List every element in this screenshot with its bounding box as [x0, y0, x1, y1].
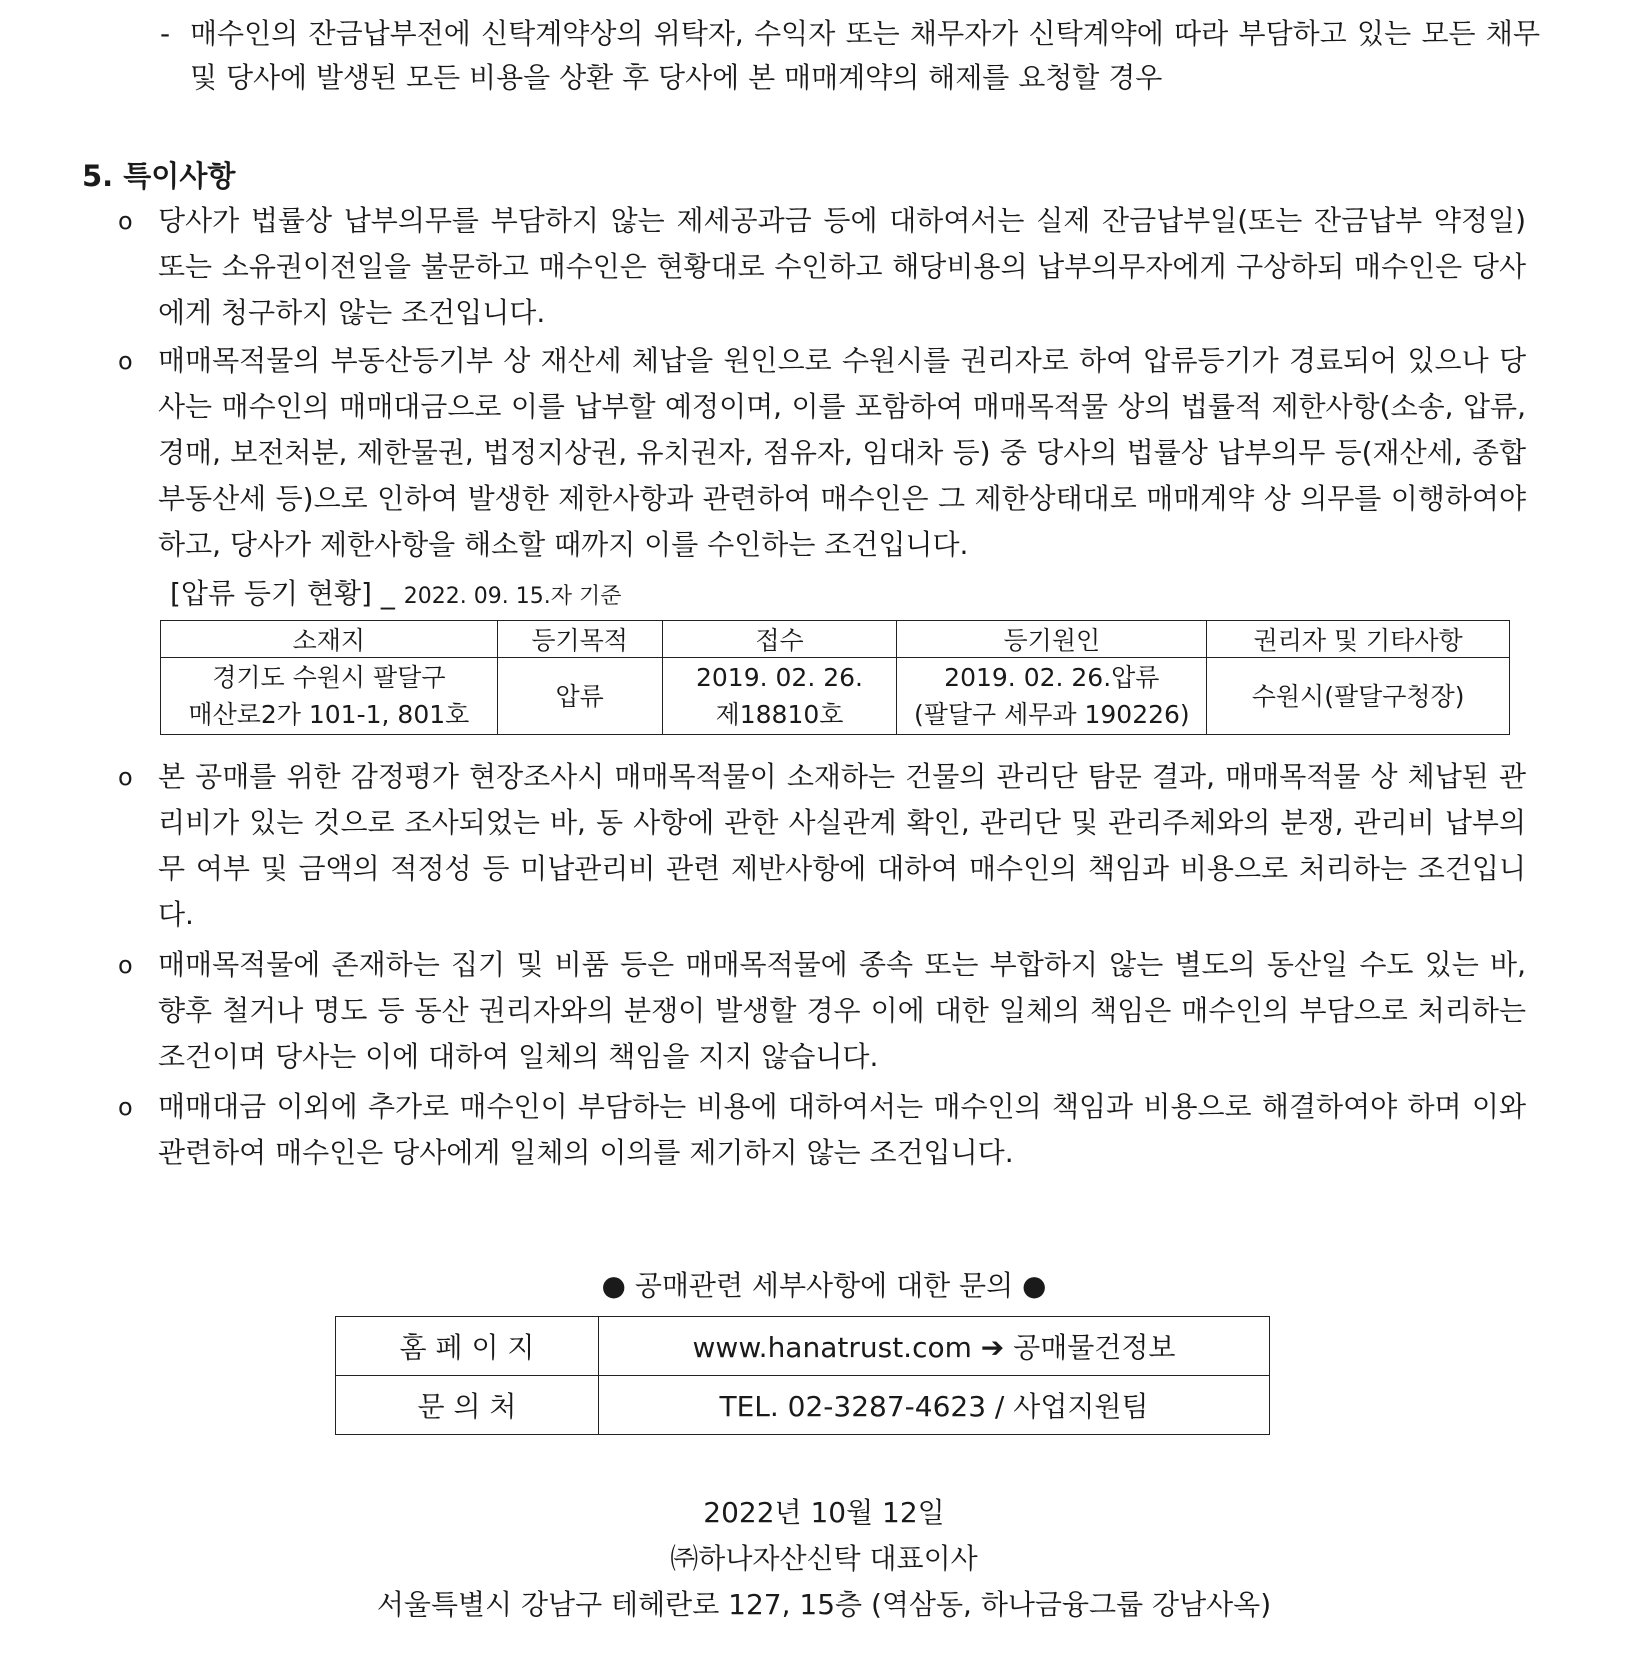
- inquiry-value: TEL. 02-3287-4623 / 사업지원팀: [599, 1376, 1270, 1435]
- bullet-item: [118, 338, 1526, 568]
- company-representative: ㈜하나자산신탁 대표이사: [670, 1542, 978, 1575]
- homepage-label: 홈 페 이 지: [336, 1317, 599, 1376]
- dash-marker: -: [160, 17, 171, 50]
- bullet-marker: ο: [118, 207, 133, 235]
- table-row: [161, 658, 1510, 735]
- receipt-number: 제18810호: [715, 700, 844, 729]
- bullet-item: [118, 198, 1526, 336]
- homepage-cell: [599, 1317, 1270, 1376]
- seizure-registry-table: [160, 620, 1510, 735]
- bullet-text: 매매대금 이외에 추가로 매수인이 부담하는 비용에 대하여서는 매수인의 책임과 비용으로 해결하여야 하며 이와 관련하여 매수인은 당사에게 일체의 이의를 제기하지 않는 조건입니다.: [158, 1090, 1526, 1169]
- company-address: 서울특별시 강남구 테헤란로 127, 15층 (역삼동, 하나금융그룹 강남사옥): [376, 1588, 1272, 1621]
- bullet-item: [118, 942, 1526, 1080]
- intro-condition-text: 매수인의 잔금납부전에 신탁계약상의 위탁자, 수익자 또는 채무자가 신탁계약에 따라 부담하고 있는 모든 채무 및 당사에 발생된 모든 비용을 상환 후 당사에 본 매매계약의 해제를 요청할 경우: [190, 17, 1540, 94]
- bullet-list-top: [118, 198, 1526, 568]
- inquiry-heading: ● 공매관련 세부사항에 대한 문의 ●: [601, 1269, 1047, 1302]
- location-line: 매산로2가 101-1, 801호: [188, 700, 470, 729]
- bullet-text: 매매목적물의 부동산등기부 상 재산세 체납을 원인으로 수원시를 권리자로 하여 압류등기가 경료되어 있으나 당사는 매수인의 매매대금으로 이를 납부할 예정이며, 이를 포함하여 매매목적물 상의 법률적 제한사항(소송, 압류, 경매, 보전처분, 제한물권, 법정지상권, 유치권자, 점유자, 임대차 등) 중 당사의 법률상 납부의무 등(재산세, 종합부동산세 등)으로 인하여 발생한 제한사항과 관련하여 매수인은 그 제한상태대로 매매계약 상 의무를 이행하여야 하고, 당사가 제한사항을 해소할 때까지 이를 수인하는 조건입니다.: [158, 344, 1526, 561]
- arrow-right-icon: ➔: [980, 1331, 1005, 1364]
- location-line: 경기도 수원시 팔달구: [212, 663, 446, 692]
- cell-cause: [897, 658, 1207, 735]
- table-row: [336, 1376, 1270, 1435]
- header-receipt: 접수: [662, 621, 897, 658]
- cell-receipt: [662, 658, 897, 735]
- header-cause: 등기원인: [897, 621, 1207, 658]
- document-footer: [0, 1490, 1648, 1628]
- issue-date: 2022년 10월 12일: [703, 1496, 945, 1529]
- cell-location: [161, 658, 498, 735]
- bullet-item: [118, 754, 1526, 938]
- cause-line: 2019. 02. 26.압류: [944, 663, 1160, 692]
- cell-purpose: 압류: [497, 658, 662, 735]
- header-purpose: 등기목적: [497, 621, 662, 658]
- registry-caption: [170, 574, 621, 617]
- bullet-marker: ο: [118, 763, 133, 791]
- registry-as-of: 2022. 09. 15.자 기준: [403, 584, 622, 609]
- inquiry-table: [335, 1316, 1270, 1435]
- receipt-date: 2019. 02. 26.: [696, 663, 863, 692]
- bullet-marker: ο: [118, 347, 133, 375]
- inquiry-label: 문 의 처: [336, 1376, 599, 1435]
- header-location: 소재지: [161, 621, 498, 658]
- bullet-marker: ο: [118, 1093, 133, 1121]
- homepage-link[interactable]: www.hanatrust.com: [692, 1331, 972, 1364]
- bullet-item: [118, 1084, 1526, 1176]
- cause-line: (팔달구 세무과 190226): [913, 700, 1190, 729]
- bullet-text: 매매목적물에 존재하는 집기 및 비품 등은 매매목적물에 종속 또는 부합하지 않는 별도의 동산일 수도 있는 바, 향후 철거나 명도 등 동산 권리자와의 분쟁이 발생할 경우 이에 대한 일체의 책임은 매수인의 부담으로 처리하는 조건이며 당사는 이에 대하여 일체의 책임을 지지 않습니다.: [158, 948, 1526, 1073]
- table-row: [336, 1317, 1270, 1376]
- header-holder: 권리자 및 기타사항: [1207, 621, 1510, 658]
- registry-caption-title: [압류 등기 현황] _: [170, 577, 395, 610]
- bullet-list-bottom: [118, 754, 1526, 1176]
- bullet-text: 본 공매를 위한 감정평가 현장조사시 매매목적물이 소재하는 건물의 관리단 탐문 결과, 매매목적물 상 체납된 관리비가 있는 것으로 조사되었는 바, 동 사항에 관한 사실관계 확인, 관리단 및 관리주체와의 분쟁, 관리비 납부의무 여부 및 금액의 적정성 등 미납관리비 관련 제반사항에 대하여 매수인의 책임과 비용으로 처리하는 조건입니다.: [158, 760, 1526, 931]
- cell-holder: 수원시(팔달구청장): [1207, 658, 1510, 735]
- intro-condition-item: [160, 12, 1540, 100]
- section-heading: 5. 특이사항: [82, 159, 236, 193]
- bullet-text: 당사가 법률상 납부의무를 부담하지 않는 제세공과금 등에 대하여서는 실제 잔금납부일(또는 잔금납부 약정일) 또는 소유권이전일을 불문하고 매수인은 현황대로 수인하고 해당비용의 납부의무자에게 구상하되 매수인은 당사에게 청구하지 않는 조건입니다.: [158, 204, 1526, 329]
- homepage-menu: 공매물건정보: [1013, 1331, 1176, 1364]
- table-header-row: [161, 621, 1510, 658]
- bullet-marker: ο: [118, 951, 133, 979]
